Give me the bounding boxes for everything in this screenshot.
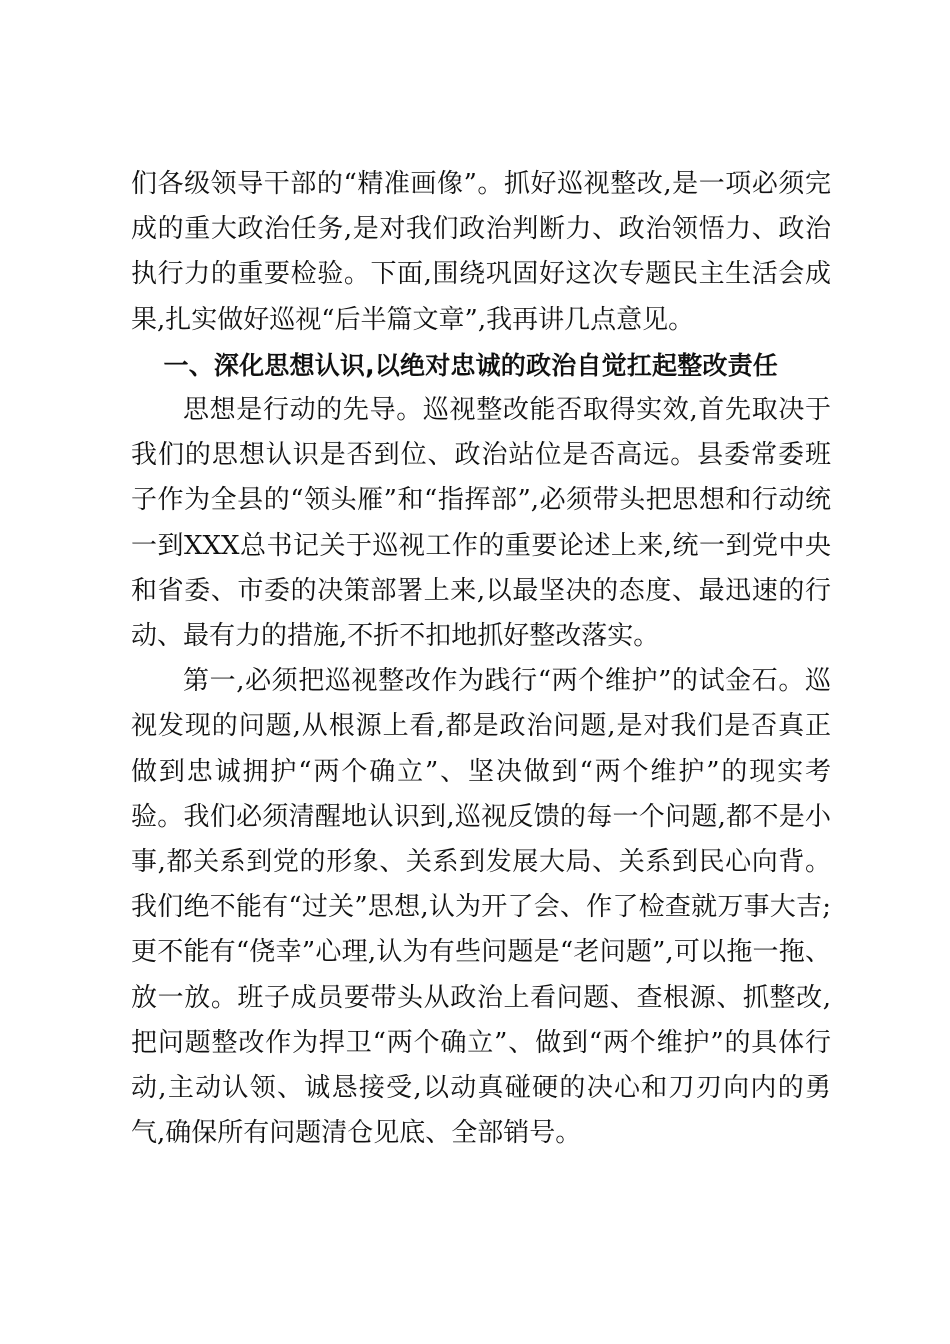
paragraph-first-point: 第一,必须把巡视整改作为践行“两个维护”的试金石。巡视发现的问题,从根源上看,都是政治问题,是对我们是否真正做到忠诚拥护“两个确立”、坚决做到“两个维护”的现实考验。我们必须清醒地认识到,巡视反馈的每一个问题,都不是小事,都关系到党的形象、关系到发展大局、关系到民心向背。我们绝不能有“过关”思想,认为开了会、作了检查就万事大吉;更不能有“侥幸”心理,认为有些问题是“老问题”,可以拖一拖、放一放。班子成员要带头从政治上看问题、查根源、抓整改,把问题整改作为捍卫“两个确立”、做到“两个维护”的具体行动,主动认领、诚恳接受,以动真碰硬的决心和刀刃向内的勇气,确保所有问题清仓见底、全部销号。 xyxy=(131,666,831,1149)
paragraph-thought-guidance: 思想是行动的先导。巡视整改能否取得实效,首先取决于我们的思想认识是否到位、政治站位是否高远。县委常委班子作为全县的“领头雁”和“指挥部”,必须带头把思想和行动统一到XXX总书记关于巡视工作的重要论述上来,统一到党中央和省委、市委的决策部署上来,以最坚决的态度、最迅速的行动、最有力的措施,不折不扣地抓好整改落实。 xyxy=(131,395,831,652)
document-body xyxy=(131,162,831,1156)
section-heading: 一、深化思想认识,以绝对忠诚的政治自觉扛起整改责任 xyxy=(163,350,778,380)
paragraph-intro: 们各级领导干部的“精准画像”。抓好巡视整改,是一项必须完成的重大政治任务,是对我们政治判断力、政治领悟力、政治执行力的重要检验。下面,围绕巩固好这次专题民主生活会成果,扎实做好巡视“后半篇文章”,我再讲几点意见。 xyxy=(131,169,831,335)
